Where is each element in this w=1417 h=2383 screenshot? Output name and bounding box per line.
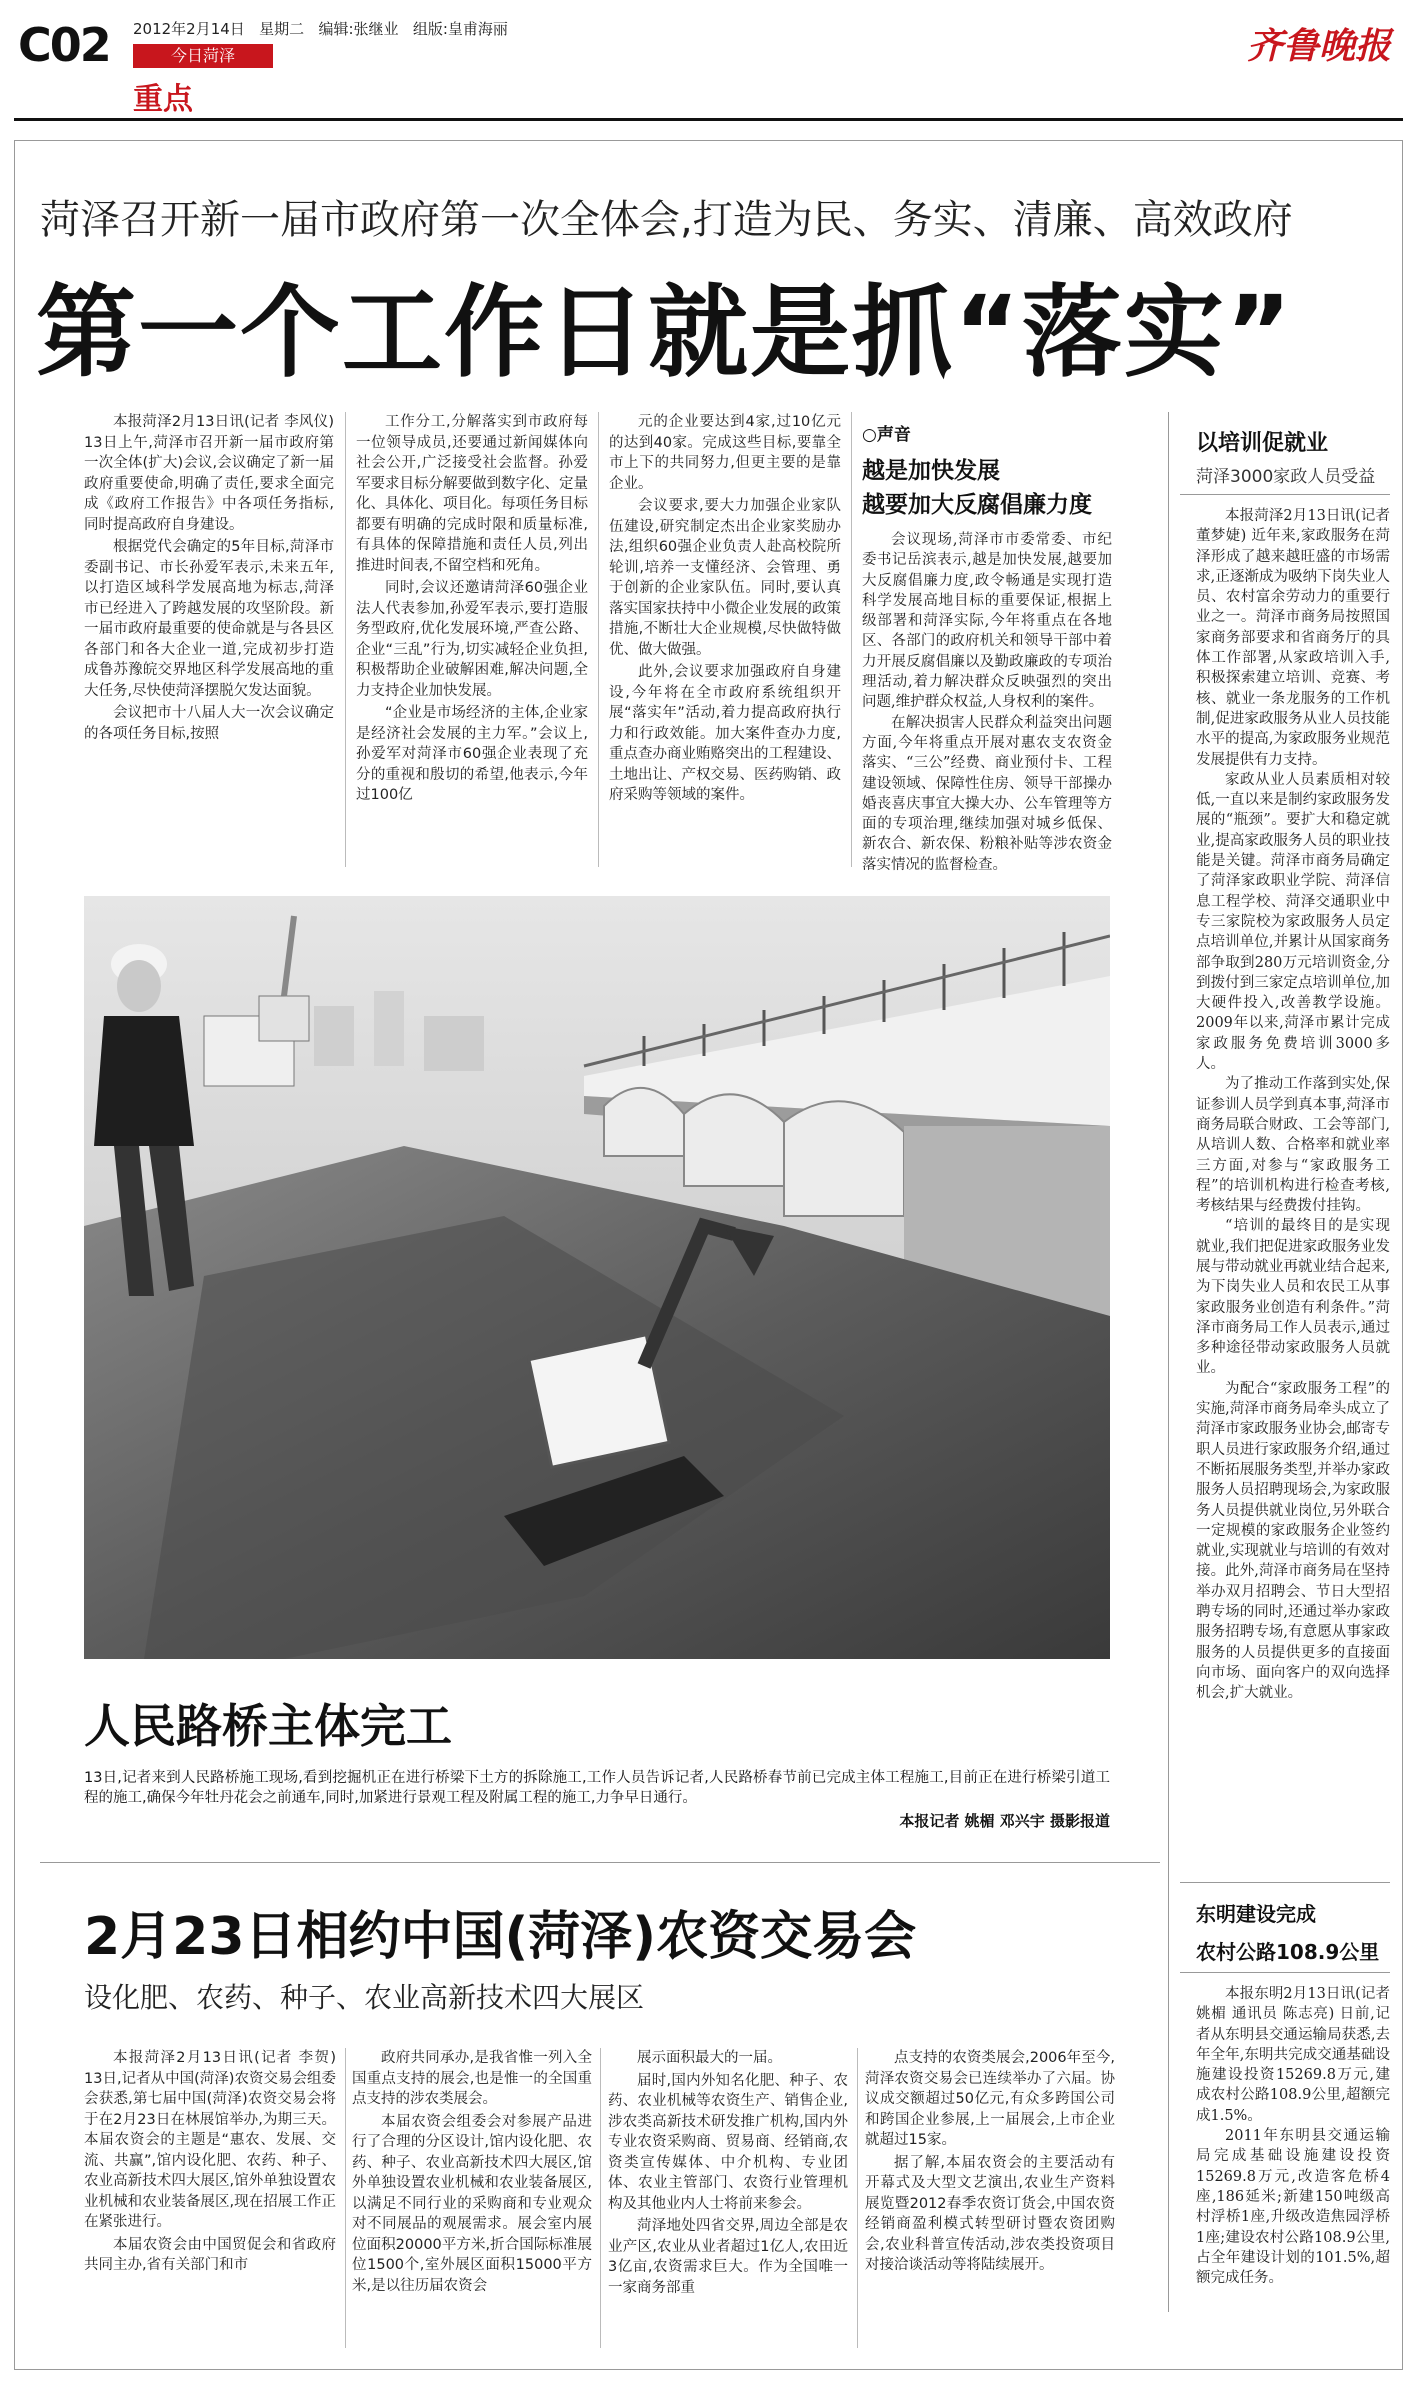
sidebar2-title: 东明建设完成 xyxy=(1196,1902,1316,1926)
newspaper-logo: 齐鲁晚报 xyxy=(1246,25,1391,67)
paragraph: 根据党代会确定的5年目标,菏泽市委副书记、市长孙爱军表示,未来五年,以打造区域科学发展高地为标志,菏泽市已经进入了跨越发展的攻坚阶段。新一届市政府最重要的使命就是与各县区各部门和各大企业一道,完成初步打造成鲁苏豫皖交界地区科学发展高地的重大任务,尽快使菏泽摆脱欠发达面貌。 xyxy=(84,539,334,699)
article2-column-1 xyxy=(84,2048,336,2278)
column-divider xyxy=(857,2048,858,2348)
column-divider xyxy=(851,412,852,867)
sidebar-body xyxy=(1196,506,1390,1704)
issue-meta xyxy=(133,18,508,39)
paragraph: 会议现场,菏泽市市委常委、市纪委书记岳滨表示,越是加快发展,越要加大反腐倡廉力度,政令畅通是实现打造科学发展高地目标的重要保证,根据上级部署和菏泽实际,今年将重点在各地区、各部门的政府机关和领导干部中着力开展反腐倡廉以及勤政廉政的专项治理活动,着力解决群众反映强烈的突出问题,维护群众权益,人身权利的案件。 xyxy=(862,532,1112,711)
article2-subhead: 设化肥、农药、种子、农业高新技术四大展区 xyxy=(84,1981,645,2014)
sidebar-title: 以培训促就业 xyxy=(1196,431,1329,456)
paragraph: 同时,会议还邀请菏泽60强企业法人代表参加,孙爱军表示,要打造服务型政府,优化发展环境,严查公路、企业“三乱”行为,切实减轻企业负担,积极帮助企业破解困难,解决问题,全力支持企业加快发展。 xyxy=(356,580,588,699)
article2-headline: 2月23日相约中国(菏泽)农资交易会 xyxy=(84,1907,917,1967)
voice-heading-line-1: 越是加快发展 xyxy=(862,458,1000,484)
lead-column-1 xyxy=(84,412,334,746)
paragraph: 在解决损害人民群众利益突出问题方面,今年将重点开展对惠农支农资金落实、“三公”经费、商业预付卡、工程建设领域、保障性住房、领导干部操办婚丧喜庆事宜大操大办、公车管理等方面的专项治理,继续加强对城乡低保、新农合、新农保、粉粮补贴等涉农资金落实情况的监督检查。 xyxy=(862,714,1112,873)
article2-column-2 xyxy=(352,2048,592,2298)
voice-label: ○声音 xyxy=(862,425,911,445)
page-code: C02 xyxy=(18,18,110,72)
section-name: 重点 xyxy=(133,82,193,117)
lead-column-2 xyxy=(356,412,588,808)
photo-caption-text: 13日,记者来到人民路桥施工现场,看到挖掘机正在进行桥梁下土方的拆除施工,工作人员告诉记者,人民路桥春节前已完成主体工程施工,目前正在进行桥梁引道工程的施工,确保今年牡丹花会之前通车,同时,加紧进行景观工程及附属工程的施工,力争早日通行。 xyxy=(84,1770,1110,1806)
paragraph: 本报菏泽2月13日讯(记者 李风仪) 13日上午,菏泽市召开新一届市政府第一次全体(扩大)会议,会议确定了新一届政府重要使命,明确了责任,要求全面完成《政府工作报告》中各项任务指标,同时提高政府自身建设。 xyxy=(84,414,334,533)
paragraph: 工作分工,分解落实到市政府每一位领导成员,还要通过新闻媒体向社会公开,广泛接受社会监督。孙爱军要求目标分解要做到数字化、定量化、具体化、项目化。每项任务目标都要有明确的完成时限和质量标准,有具体的保障措施和责任人员,列出推进时间表,不留空档和死角。 xyxy=(356,414,588,574)
voice-heading-line-2: 越要加大反腐倡廉力度 xyxy=(862,492,1092,518)
paragraph: 本届农资会组委会对参展产品进行了合理的分区设计,馆内设化肥、农药、种子、农业高新技术四大展区,馆外单独设置农业机械和农业装备展区,以满足不同行业的采购商和专业观众对不同展品的观展需求。展会室内展位面积20000平方米,折合国际标准展位1500个,室外展区面积15000平方米,是以往历届农资会 xyxy=(352,2113,592,2294)
article2-column-3 xyxy=(608,2048,848,2300)
layout-credit: 组版:皇甫海丽 xyxy=(412,20,508,38)
sidebar2-subtitle: 农村公路108.9公里 xyxy=(1196,1940,1380,1964)
paragraph: 政府共同承办,是我省惟一列入全国重点支持的展会,也是惟一的全国重点支持的涉农类展会。 xyxy=(352,2050,592,2107)
sidebar2-body xyxy=(1196,1984,1390,2288)
issue-date: 2012年2月14日 xyxy=(133,20,245,38)
column-divider xyxy=(600,2048,601,2348)
section-rule xyxy=(40,1862,1160,1863)
voice-heading xyxy=(862,454,1092,522)
column-divider xyxy=(598,412,599,867)
paragraph: 2011年东明县交通运输局完成基础设施建设投资15269.8万元,改造客危桥4座,186延米;新建150吨级高村浮桥1座,升级改造焦园浮桥1座;建设农村公路108.9公里,占全年建设计划的101.5%,超额完成任务。 xyxy=(1196,2128,1390,2287)
paragraph: 本届农资会由中国贸促会和省政府共同主办,省有关部门和市 xyxy=(84,2236,336,2273)
lead-subhead: 菏泽召开新一届市政府第一次全体会,打造为民、务实、清廉、高效政府 xyxy=(40,197,1293,243)
paragraph: 家政从业人员素质相对较低,一直以来是制约家政服务发展的“瓶颈”。要扩大和稳定就业,提高家政服务人员的职业技能是关键。菏泽市商务局确定了菏泽家政职业学院、菏泽信息工程学校、菏泽交通职业中专三家院校为家政服务人员定点培训单位,并累计从国家商务部争取到280万元培训资金,分到拨付到三家定点培训单位,加大硬件投入,改善教学设施。2009年以来,菏泽市累计完成家政服务免费培训3000多人。 xyxy=(1196,771,1390,1073)
column-divider xyxy=(345,412,346,867)
sidebar-rule xyxy=(1180,1972,1390,1973)
editor-credit: 编辑:张继业 xyxy=(318,20,399,38)
paragraph: “培训的最终目的是实现就业,我们把促进家政服务业发展与带动就业再就业结合起来,为下岗失业人员和农民工从事家政服务业创造有利条件。”菏泽市商务局工作人员表示,通过多种途径带动家政服务人员就业。 xyxy=(1196,1218,1390,1377)
paragraph: 本报东明2月13日讯(记者 姚楣 通讯员 陈志亮) 日前,记者从东明县交通运输局获悉,去年全年,东明共完成交通基础设施建设投资15269.8万元,建成农村公路108.9公里,超额完成1.5%。 xyxy=(1196,1986,1390,2124)
article2-column-4 xyxy=(865,2048,1115,2278)
paragraph: 展示面积最大的一届。 xyxy=(637,2050,782,2066)
paragraph: 据了解,本届农资会的主要活动有开幕式及大型文艺演出,农业生产资料展览暨2012春季农资订货会,中国农资经销商盈利模式转型研讨暨农资团购会,农业科普宣传活动,涉农类投资项目对接洽谈活动等将陆续展开。 xyxy=(865,2154,1115,2273)
sidebar-rule xyxy=(1180,494,1390,495)
paragraph: 菏泽地处四省交界,周边全部是农业产区,农业从业者超过1亿人,农田近3亿亩,农资需求巨大。作为全国唯一一家商务部重 xyxy=(608,2218,848,2296)
paragraph: 会议要求,要大力加强企业家队伍建设,研究制定杰出企业家奖励办法,组织60强企业负责人赴高校院所轮训,培养一支懂经济、会管理、勇于创新的企业家队伍。同时,要认真落实国家扶持中小微企业发展的政策措施,不断壮大企业规模,尽快做特做优、做大做强。 xyxy=(609,498,841,658)
construction-photo xyxy=(84,896,1110,1659)
sidebar-subtitle: 菏泽3000家政人员受益 xyxy=(1196,467,1376,487)
paragraph: 届时,国内外知名化肥、种子、农药、农业机械等农资生产、销售企业,涉农类高新技术研发推广机构,国内外专业农资采购商、贸易商、经销商,农资类宣传媒体、中介机构、专业团体、农业主管部门、农资行业管理机构及其他业内人士将前来参会。 xyxy=(608,2072,848,2212)
photo-caption-title: 人民路桥主体完工 xyxy=(84,1699,452,1753)
paragraph: 此外,会议要求加强政府自身建设,今年将在全市政府系统组织开展“落实年”活动,着力提高政府执行力和行政效能。加大案件查办力度,重点查办商业贿赂突出的工程建设、土地出让、产权交易、医药购销、政府采购等领域的案件。 xyxy=(609,664,841,803)
paragraph: 会议把市十八届人大一次会议确定的各项任务目标,按照 xyxy=(84,705,334,742)
paragraph: 元的企业要达到4家,过10亿元的达到40家。完成这些目标,要靠全市上下的共同努力,但更主要的是靠企业。 xyxy=(609,414,841,492)
sidebar-divider xyxy=(1168,412,1169,2312)
masthead-rule xyxy=(14,118,1403,121)
column-divider xyxy=(345,2048,346,2348)
photo-credit: 本报记者 姚楣 邓兴宇 摄影报道 xyxy=(899,1812,1110,1830)
bridge-construction-image xyxy=(84,896,1110,1659)
issue-weekday: 星期二 xyxy=(259,20,305,38)
paragraph: 为配合“家政服务工程”的实施,菏泽市商务局牵头成立了菏泽市家政服务业协会,邮寄专职人员进行家政服务介绍,通过不断拓展服务类型,并举办家政服务人员招聘现场会,为家政服务人员提供就业岗位,另外联合一定规模的家政服务企业签约就业,实现就业与培训的有效对接。此外,菏泽市商务局在坚持举办双月招聘会、节日大型招聘专场的同时,还通过举办家政服务招聘专场,有意愿从事家政服务的人员提供更多的直接面向市场、面向客户的双向选择机会,扩大就业。 xyxy=(1196,1380,1390,1702)
paragraph: 为了推动工作落到实处,保证参训人员学到真本事,菏泽市商务局联合财政、工会等部门,从培训人数、合格率和就业率三方面,对参与“家政服务工程”的培训机构进行检查考核,考核结果与经费拨付挂钩。 xyxy=(1196,1076,1390,1215)
section-tag: 今日菏泽 xyxy=(133,44,273,68)
paragraph: 本报菏泽2月13日讯(记者 李贺) 13日,记者从中国(菏泽)农资交易会组委会获悉,第七届中国(菏泽)农资交易会将于在2月23日在林展馆举办,为期三天。本届农资会的主题是“惠农、发展、交流、共赢”,馆内设化肥、农药、种子、农业高新技术四大展区,馆外单独设置农业机械和农业装备展区,现在招展工作正在紧张进行。 xyxy=(84,2050,336,2230)
paragraph: “企业是市场经济的主体,企业家是经济社会发展的主力军。”会议上,孙爱军对菏泽市60强企业表现了充分的重视和殷切的希望,他表示,今年过100亿 xyxy=(356,705,588,803)
voice-body xyxy=(862,530,1112,875)
lead-headline: 第一个工作日就是抓“落实” xyxy=(36,274,1294,391)
lead-column-3 xyxy=(609,412,841,808)
paragraph: 本报菏泽2月13日讯(记者 董梦婕) 近年来,家政服务在菏泽形成了越来越旺盛的市场需求,正逐渐成为吸纳下岗失业人员、农村富余劳动力的重要行业之一。菏泽市商务局按照国家商务部要求和省商务厅的具体工作部署,从家政培训入手,积极探索建立培训、竞赛、考核、就业一条龙服务的工作机制,促进家政服务从业人员技能水平的提高,为家政服务业规范发展提供有力支持。 xyxy=(1196,508,1390,768)
paragraph: 点支持的农资类展会,2006年至今,菏泽农资交易会已连续举办了六届。协议成交额超过50亿元,有众多跨国公司和跨国企业参展,上一届展会,上市企业就超过15家。 xyxy=(865,2050,1115,2148)
sidebar-rule xyxy=(1180,1882,1390,1883)
